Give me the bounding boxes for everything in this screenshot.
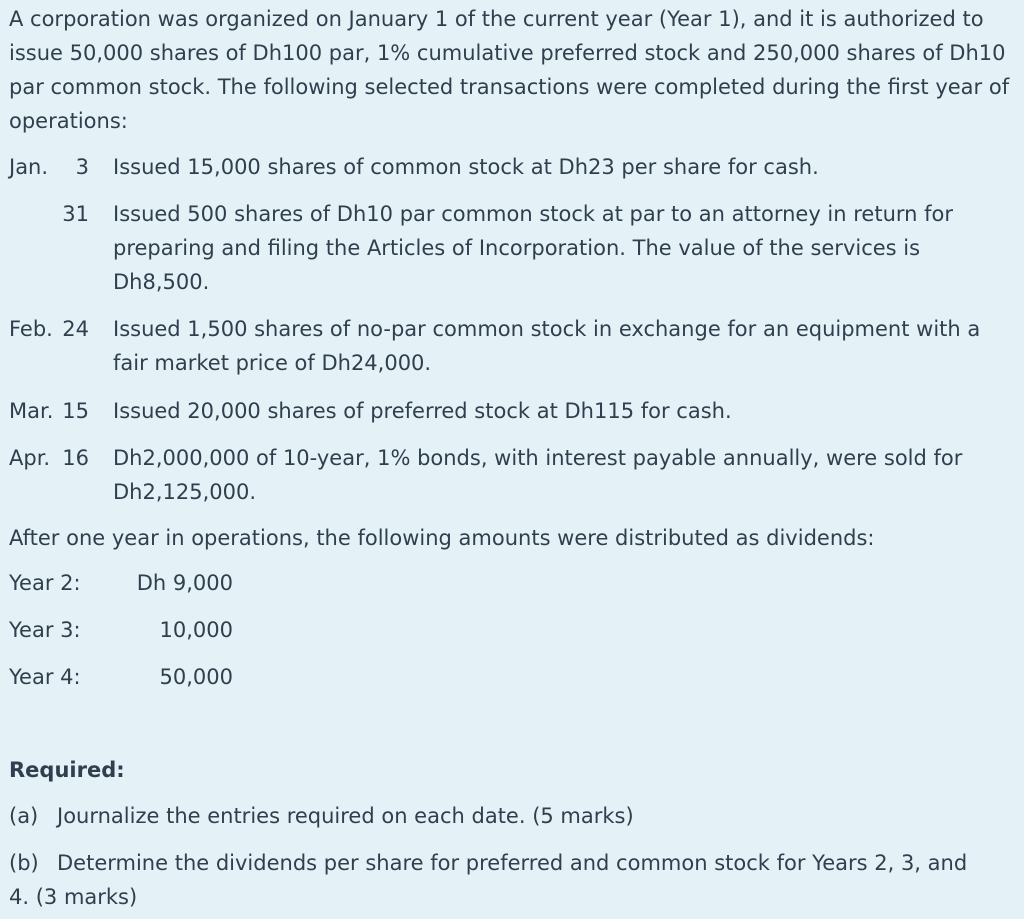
question-label: (b)	[9, 851, 39, 875]
question-label: (a)	[9, 804, 39, 828]
dividend-year: Year 3:	[9, 618, 81, 642]
question-row	[9, 846, 1009, 914]
dividend-amount: Dh 9,000	[136, 571, 233, 595]
transaction-description: Issued 20,000 shares of preferred stock at Dh115 for cash.	[113, 399, 732, 423]
dividends-intro: After one year in operations, the following amounts were distributed as dividends:	[9, 526, 875, 550]
dividend-year: Year 2:	[9, 571, 81, 595]
transaction-date	[9, 150, 89, 184]
transaction-description: Issued 500 shares of Dh10 par common stock at par to an attorney in return for preparing and filing the Articles of Incorporation. The value of the services is Dh8,500.	[113, 202, 953, 294]
transaction-day: 31	[62, 202, 89, 226]
dividend-amount: 10,000	[159, 618, 233, 642]
transaction-month: Jan.	[9, 155, 49, 179]
transaction-month: Feb.	[9, 317, 53, 341]
dividend-year: Year 4:	[9, 665, 81, 689]
transaction-day: 15	[62, 399, 89, 423]
transaction-description: Issued 1,500 shares of no-par common stock in exchange for an equipment with a fair market price of Dh24,000.	[113, 317, 981, 375]
transaction-description: Issued 15,000 shares of common stock at Dh23 per share for cash.	[113, 155, 819, 179]
required-heading: Required:	[9, 758, 125, 782]
transaction-day: 3	[75, 155, 89, 179]
transaction-date	[9, 441, 89, 475]
transaction-description: Dh2,000,000 of 10-year, 1% bonds, with interest payable annually, were sold for Dh2,125,000.	[113, 446, 963, 504]
question-text: Journalize the entries required on each date. (5 marks)	[57, 804, 634, 828]
dividend-amount: 50,000	[159, 665, 233, 689]
question-row	[9, 799, 1009, 833]
transaction-day: 24	[62, 317, 89, 341]
intro-paragraph: A corporation was organized on January 1 of the current year (Year 1), and it is authorized to issue 50,000 shares of Dh100 par, 1% cumulative preferred stock and 250,000 shares of Dh10 par common stock. The following selected transactions were completed during the first year of operations:	[9, 7, 1010, 133]
transaction-day: 16	[62, 446, 89, 470]
transaction-date	[9, 312, 89, 346]
question-text: Determine the dividends per share for preferred and common stock for Years 2, 3, and 4. (3 marks)	[9, 851, 968, 909]
transaction-month: Apr.	[9, 446, 51, 470]
transaction-date	[9, 394, 89, 428]
transaction-month: Mar.	[9, 399, 54, 423]
